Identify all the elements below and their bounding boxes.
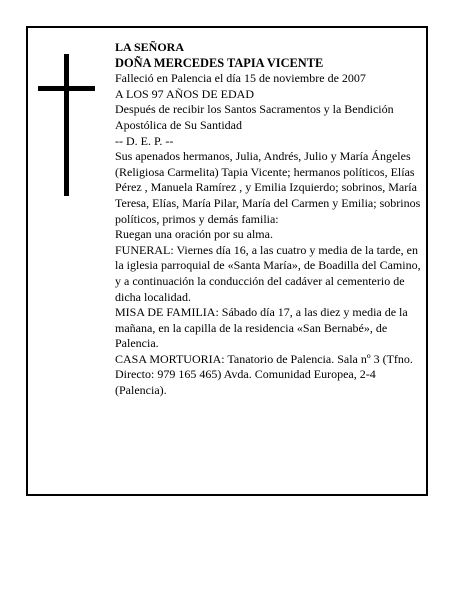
obituary-text xyxy=(115,40,423,399)
sacraments-paragraph: Después de recibir los Santos Sacramentos y la Bendición Apostólica de Su Santidad xyxy=(115,102,394,132)
deceased-name: DOÑA MERCEDES TAPIA VICENTE xyxy=(115,55,324,70)
title: LA SEÑORA xyxy=(115,40,185,54)
cross-icon xyxy=(64,54,69,196)
age-line: A LOS 97 AÑOS DE EDAD xyxy=(115,86,255,101)
funeral-paragraph: FUNERAL: Viernes día 16, a las cuatro y media de la tarde, en la iglesia parroquial de «Santa María», de Boadilla del Camino, y a continuación la conducción del cadáver al cementerio de dicha localidad. xyxy=(115,242,421,304)
family-paragraph: Sus apenados hermanos, Julia, Andrés, Julio y María Ángeles (Religiosa Carmelita) Tapia Vicente; hermanos políticos, Elías Pérez , Manuela Ramírez , y Emilia Izquierdo; sobrinos, María Teresa, Elías, María Pilar, María del Carmen y Emilia; sobrinos políticos, primos y demás familia: xyxy=(115,149,421,226)
cross-icon-bar xyxy=(38,86,95,91)
dep-line: -- D. E. P. -- xyxy=(115,133,174,148)
death-line: Falleció en Palencia el día 15 de noviembre de 2007 xyxy=(115,71,366,86)
misa-paragraph: MISA DE FAMILIA: Sábado día 17, a las diez y media de la mañana, en la capilla de la residencia «San Bernabé», de Palencia. xyxy=(115,305,408,351)
prayer-line: Ruegan una oración por su alma. xyxy=(115,227,273,242)
mortuoria-paragraph: CASA MORTUORIA: Tanatorio de Palencia. Sala nº 3 (Tfno. Directo: 979 165 465) Avda. Comunidad Europea, 2-4 (Palencia). xyxy=(115,351,413,398)
